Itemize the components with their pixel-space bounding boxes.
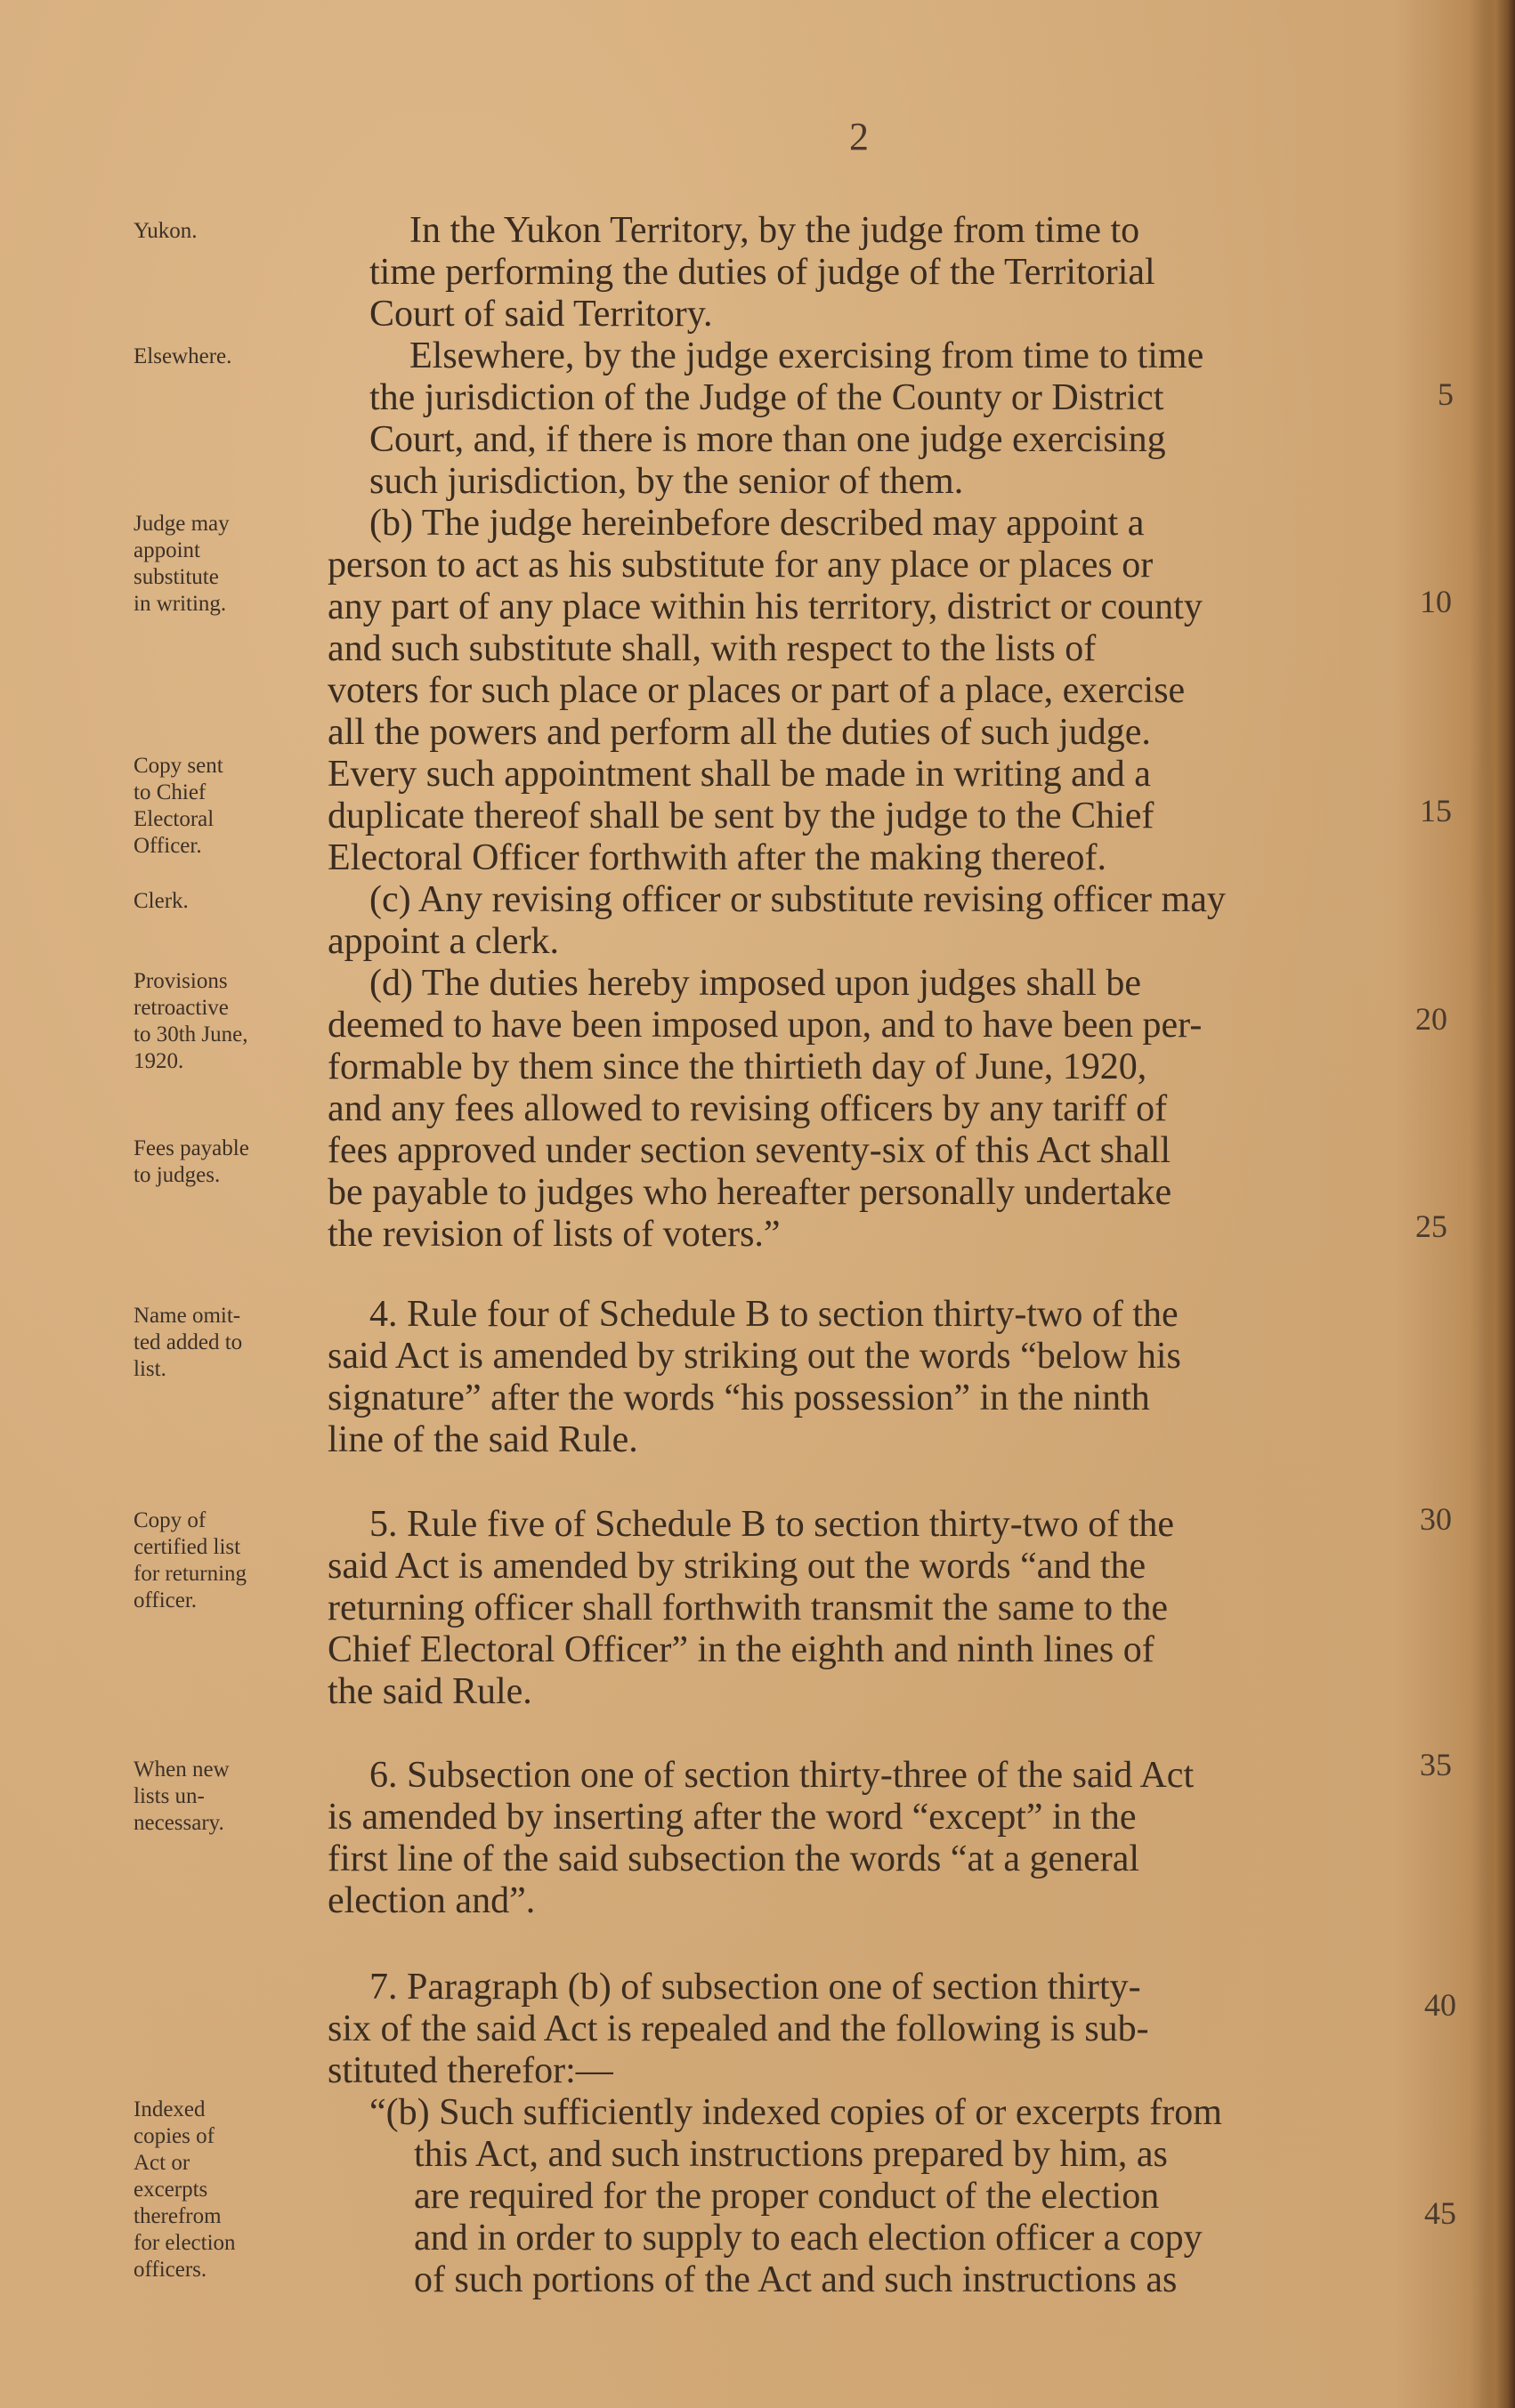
text-line: said Act is amended by striking out the words “below his [328,1336,1181,1377]
text-line: the revision of lists of voters.” [328,1214,781,1255]
text-line: formable by them since the thirtieth day of June, 1920, [328,1046,1147,1087]
text-line: deemed to have been imposed upon, and to have been per- [328,1005,1203,1046]
line-number: 40 [1424,1987,1456,2023]
margin-note-provisions-retroactive: Provisions retroactive to 30th June, 1920. [134,969,248,1073]
text-line: be payable to judges who hereafter personally undertake [328,1172,1172,1213]
text-line: 4. Rule four of Schedule B to section thirty-two of the [369,1294,1179,1335]
text-line: election and”. [328,1880,536,1921]
margin-note-new-lists: When new lists un- necessary. [134,1758,230,1835]
line-number: 45 [1424,2195,1456,2231]
text-line: (b) The judge hereinbefore described may appoint a [369,503,1145,544]
margin-note-clerk: Clerk. [134,889,189,913]
text-line: first line of the said subsection the words “at a general [328,1838,1140,1879]
text-line: any part of any place within his territory, district or county [328,586,1203,627]
text-line: line of the said Rule. [328,1419,638,1460]
text-line: such jurisdiction, by the senior of them. [369,461,964,502]
text-line: fees approved under section seventy-six of this Act shall [328,1130,1171,1171]
text-line: all the powers and perform all the duties of such judge. [328,712,1151,753]
margin-note-elsewhere: Elsewhere. [134,344,232,368]
text-line: returning officer shall forthwith transmit the same to the [328,1588,1168,1628]
line-number: 10 [1420,584,1452,619]
text-line: 7. Paragraph (b) of subsection one of section thirty- [369,1967,1141,2008]
text-line: duplicate thereof shall be sent by the judge to the Chief [328,796,1154,836]
text-line: (c) Any revising officer or substitute revising officer may [369,879,1226,920]
text-line: the said Rule. [328,1671,532,1712]
margin-note-fees-payable: Fees payable to judges. [134,1136,249,1187]
text-line: this Act, and such instructions prepared by him, as [414,2134,1168,2175]
margin-note-copy-certified-list: Copy of certified list for returning officer. [134,1508,247,1612]
margin-note-indexed-copies: Indexed copies of Act or excerpts therefrom for election officers. [134,2097,236,2282]
text-line: (d) The duties hereby imposed upon judges shall be [369,963,1142,1004]
line-number: 5 [1438,376,1454,412]
text-line: voters for such place or places or part of a place, exercise [328,670,1186,711]
text-line: signature” after the words “his possession” in the ninth [328,1378,1150,1418]
text-line: the jurisdiction of the Judge of the County or District [369,377,1164,418]
line-number: 25 [1415,1208,1447,1244]
text-line: said Act is amended by striking out the words “and the [328,1546,1146,1587]
text-line: Chief Electoral Officer” in the eighth and ninth lines of [328,1629,1154,1670]
text-line: and in order to supply to each election officer a copy [414,2218,1203,2259]
text-line: time performing the duties of judge of the Territorial [369,252,1155,293]
line-number: 20 [1415,1001,1447,1037]
text-line: stituted therefor:— [328,2050,613,2091]
line-number: 35 [1420,1747,1452,1782]
margin-note-judge-substitute: Judge may appoint substitute in writing. [134,512,230,616]
text-line: of such portions of the Act and such instructions as [414,2259,1178,2300]
text-line: six of the said Act is repealed and the following is sub- [328,2008,1149,2049]
page-number: 2 [849,115,869,158]
text-line: “(b) Such sufficiently indexed copies of or excerpts from [369,2092,1222,2133]
text-line: person to act as his substitute for any place or places or [328,545,1154,586]
text-line: appoint a clerk. [328,921,560,962]
text-line: Court of said Territory. [369,294,713,335]
text-line: are required for the proper conduct of the election [414,2176,1160,2217]
margin-note-yukon: Yukon. [134,219,198,243]
text-line: and such substitute shall, with respect to the lists of [328,628,1097,669]
text-line: Court, and, if there is more than one judge exercising [369,419,1166,460]
line-number: 15 [1420,793,1452,828]
text-line: Elsewhere, by the judge exercising from time to time [409,335,1204,376]
text-line: Every such appointment shall be made in writing and a [328,754,1151,795]
text-line: and any fees allowed to revising officers by any tariff of [328,1088,1168,1129]
text-line: 5. Rule five of Schedule B to section thirty-two of the [369,1504,1174,1545]
text-line: 6. Subsection one of section thirty-three of the said Act [369,1755,1195,1796]
text-line: In the Yukon Territory, by the judge from time to [409,210,1140,251]
text-line: Electoral Officer forthwith after the making thereof. [328,837,1107,878]
margin-note-name-omitted: Name omit- ted added to list. [134,1304,243,1381]
text-line: is amended by inserting after the word “except” in the [328,1797,1137,1838]
line-number: 30 [1420,1501,1452,1537]
margin-note-copy-sent: Copy sent to Chief Electoral Officer. [134,754,223,858]
